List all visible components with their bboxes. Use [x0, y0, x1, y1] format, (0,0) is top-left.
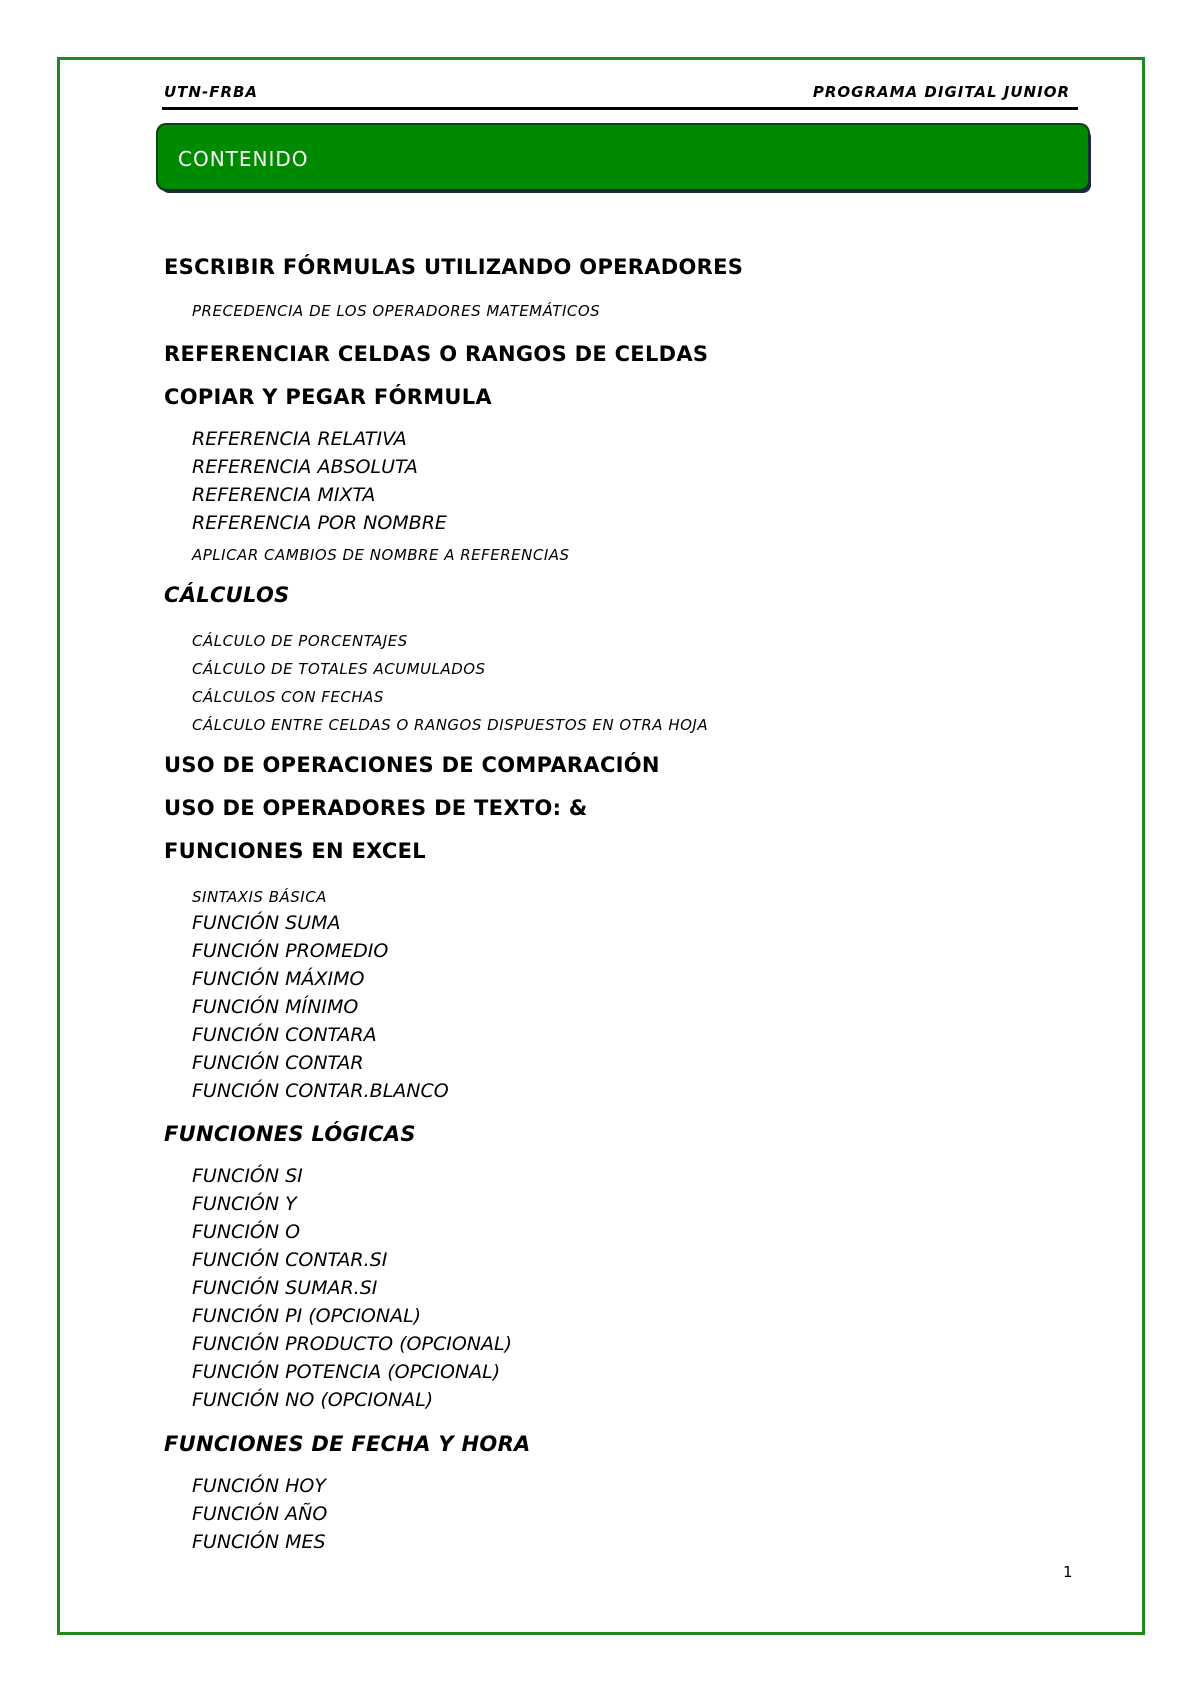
- toc-item: PRECEDENCIA DE LOS OPERADORES MATEMÁTICOS: [192, 302, 601, 320]
- toc-section: ESCRIBIR FÓRMULAS UTILIZANDO OPERADORES: [164, 255, 744, 279]
- toc-item: FUNCIÓN CONTAR.BLANCO: [192, 1080, 449, 1102]
- toc-item: CÁLCULOS CON FECHAS: [192, 688, 384, 706]
- toc-item: FUNCIÓN HOY: [192, 1475, 326, 1497]
- toc-item: REFERENCIA ABSOLUTA: [192, 456, 418, 478]
- header-right: PROGRAMA DIGITAL JUNIOR: [812, 83, 1070, 101]
- header-rule: [162, 107, 1078, 110]
- toc-item: SINTAXIS BÁSICA: [192, 888, 327, 906]
- toc-section: USO DE OPERADORES DE TEXTO: &: [164, 796, 588, 820]
- toc-item: FUNCIÓN MÍNIMO: [192, 996, 359, 1018]
- toc-item: FUNCIÓN PROMEDIO: [192, 940, 389, 962]
- toc-item: FUNCIÓN O: [192, 1221, 301, 1243]
- toc-item: FUNCIÓN SUMA: [192, 912, 341, 934]
- page-number: 1: [1063, 1563, 1073, 1581]
- toc-item: REFERENCIA POR NOMBRE: [192, 512, 447, 534]
- toc-item: FUNCIÓN MES: [192, 1531, 326, 1553]
- toc-item: FUNCIÓN CONTAR.SI: [192, 1249, 388, 1271]
- toc-item: FUNCIÓN NO (OPCIONAL): [192, 1389, 434, 1411]
- toc-item: FUNCIÓN PI (OPCIONAL): [192, 1305, 422, 1327]
- toc-section: FUNCIONES DE FECHA Y HORA: [164, 1432, 531, 1456]
- toc-item: FUNCIÓN Y: [192, 1193, 297, 1215]
- toc-item: CÁLCULO DE PORCENTAJES: [192, 632, 408, 650]
- banner-title: CONTENIDO: [178, 147, 309, 171]
- toc-section: REFERENCIAR CELDAS O RANGOS DE CELDAS: [164, 342, 709, 366]
- toc-section: FUNCIONES LÓGICAS: [164, 1122, 416, 1146]
- toc-section: CÁLCULOS: [164, 583, 290, 607]
- toc-item: APLICAR CAMBIOS DE NOMBRE A REFERENCIAS: [192, 546, 570, 564]
- toc-section: COPIAR Y PEGAR FÓRMULA: [164, 385, 492, 409]
- toc-item: REFERENCIA RELATIVA: [192, 428, 407, 450]
- toc-item: FUNCIÓN CONTAR: [192, 1052, 364, 1074]
- toc-item: FUNCIÓN CONTARA: [192, 1024, 377, 1046]
- toc-item: FUNCIÓN SI: [192, 1165, 303, 1187]
- contents-banner: [158, 125, 1088, 189]
- toc-item: CÁLCULO DE TOTALES ACUMULADOS: [192, 660, 486, 678]
- toc-section: FUNCIONES EN EXCEL: [164, 839, 426, 863]
- header-left: UTN-FRBA: [164, 83, 259, 101]
- toc-item: FUNCIÓN MÁXIMO: [192, 968, 365, 990]
- toc-item: FUNCIÓN PRODUCTO (OPCIONAL): [192, 1333, 513, 1355]
- toc-item: CÁLCULO ENTRE CELDAS O RANGOS DISPUESTOS EN OTRA HOJA: [192, 716, 709, 734]
- toc-section: USO DE OPERACIONES DE COMPARACIÓN: [164, 753, 660, 777]
- toc-item: FUNCIÓN POTENCIA (OPCIONAL): [192, 1361, 501, 1383]
- toc-item: REFERENCIA MIXTA: [192, 484, 376, 506]
- toc-item: FUNCIÓN AÑO: [192, 1503, 328, 1525]
- toc-item: FUNCIÓN SUMAR.SI: [192, 1277, 378, 1299]
